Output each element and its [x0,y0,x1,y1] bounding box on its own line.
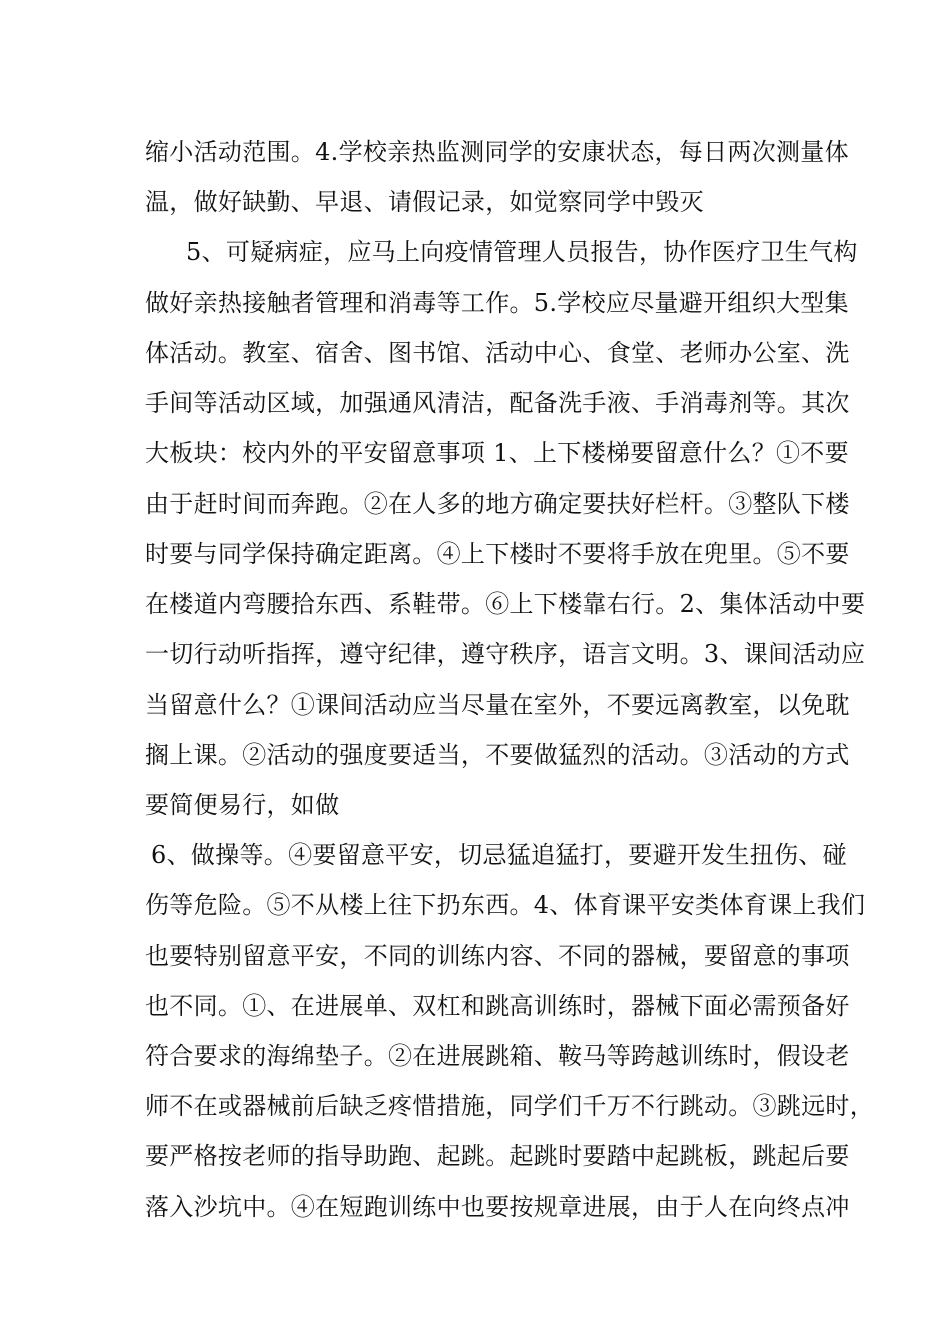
text-line: 要简便易行，如做 [145,791,340,819]
text-line: 5、可疑病症，应马上向疫情管理人员报告，协作医疗卫生气构 [186,238,858,266]
text-line: 大板块：校内外的平安留意事项 1、上下楼梯要留意什么？①不要 [145,439,849,467]
text-line: 搁上课。②活动的强度要适当，不要做猛烈的活动。③活动的方式 [145,741,850,769]
text-line: 由于赶时间而奔跑。②在人多的地方确定要扶好栏杆。③整队下楼 [145,490,850,518]
text-line: 手间等活动区域，加强通风清洁，配备洗手液、手消毒剂等。其次 [145,389,850,417]
text-line: 符合要求的海绵垫子。②在进展跳箱、鞍马等跨越训练时，假设老 [145,1042,850,1070]
text-line: 做好亲热接触者管理和消毒等工作。5.学校应尽量避开组织大型集 [145,289,849,317]
text-line: 缩小活动范围。4.学校亲热监测同学的安康状态，每日两次测量体 [145,138,849,166]
text-line: 也不同。①、在进展单、双杠和跳高训练时，器械下面必需预备好 [145,992,850,1020]
text-line: 也要特别留意平安，不同的训练内容、不同的器械，要留意的事项 [145,942,850,970]
text-line: 要严格按老师的指导助跑、起跳。起跳时要踏中起跳板，跳起后要 [145,1142,850,1170]
text-line: 6、做操等。④要留意平安，切忌猛追猛打，要避开发生扭伤、碰 [151,841,847,869]
text-line: 当留意什么？①课间活动应当尽量在室外，不要远离教室，以免耽 [145,691,850,719]
text-line: 体活动。教室、宿舍、图书馆、活动中心、食堂、老师办公室、洗 [145,339,850,367]
text-line: 落入沙坑中。④在短跑训练中也要按规章进展，由于人在向终点冲 [145,1193,850,1221]
text-line: 伤等危险。⑤不从楼上往下扔东西。4、体育课平安类体育课上我们 [145,891,866,919]
text-line: 一切行动听指挥，遵守纪律，遵守秩序，语言文明。3、课间活动应 [145,640,866,668]
text-line: 在楼道内弯腰拾东西、系鞋带。⑥上下楼靠右行。2、集体活动中要 [145,590,866,618]
text-line: 师不在或器械前后缺乏疼惜措施，同学们千万不行跳动。③跳远时， [145,1092,874,1120]
text-line: 时要与同学保持确定距离。④上下楼时不要将手放在兜里。⑤不要 [145,540,850,568]
text-line: 温，做好缺勤、早退、请假记录，如觉察同学中毁灭 [145,188,704,216]
